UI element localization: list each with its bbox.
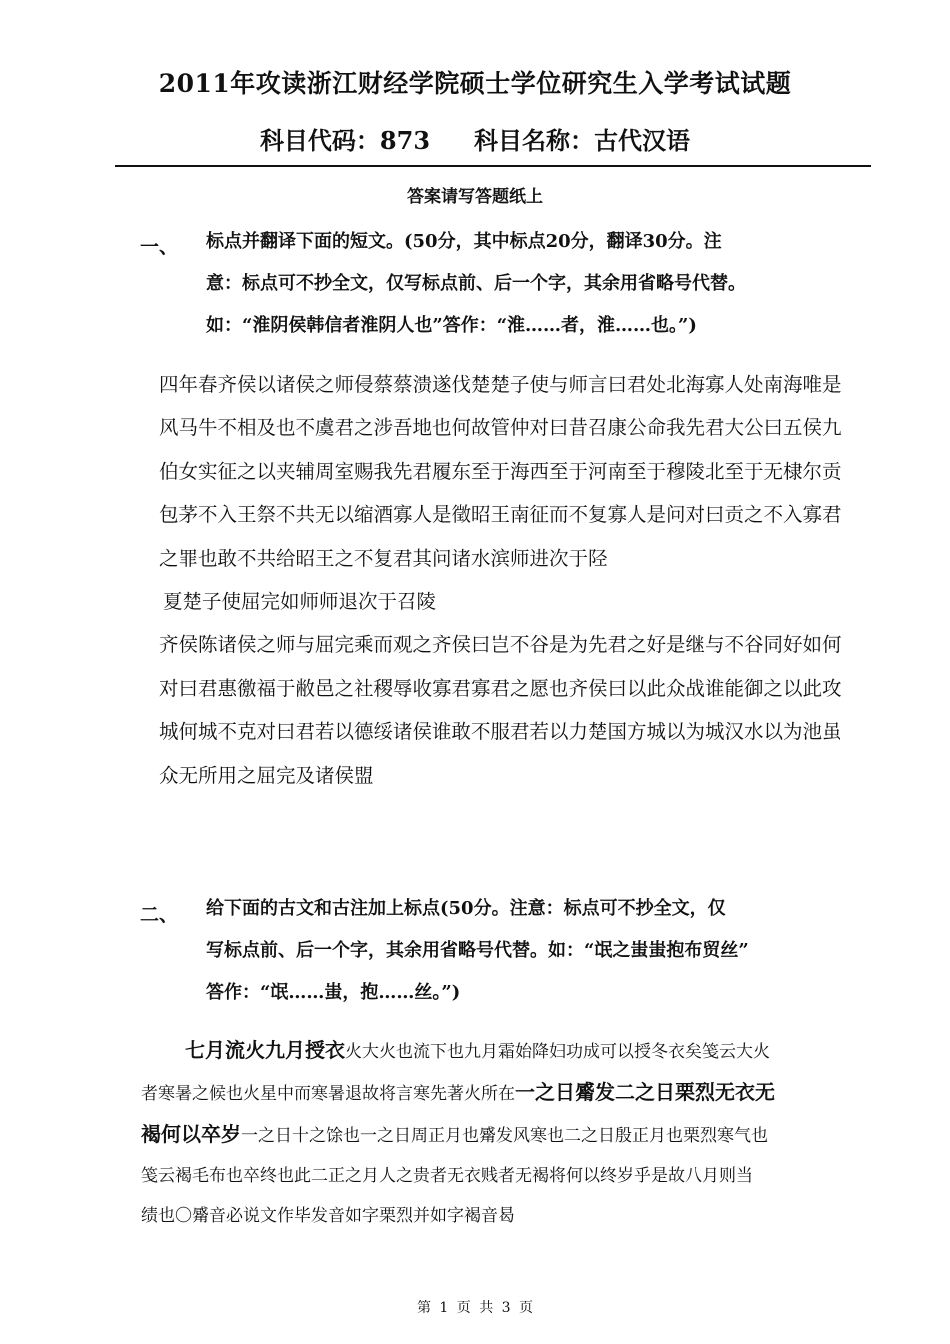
commentary-text: 一之日十之馀也一之日周正月也觱发风寒也二之日殷正月也栗烈寒气也 <box>241 1126 768 1146</box>
q1-instructions <box>206 221 854 347</box>
exam-title: 2011年攻读浙江财经学院硕士学位研究生入学考试试题 <box>158 69 792 98</box>
q1-number: 一、 <box>140 236 179 258</box>
q2-line <box>141 1196 853 1236</box>
q2-number: 二、 <box>140 904 179 926</box>
poem-text: 一之日觱发二之日栗烈无衣无 <box>515 1080 775 1104</box>
q1-instruction-line: 标点并翻译下面的短文。(50分，其中标点20分，翻译30分。注 <box>206 231 722 252</box>
q2-line <box>141 1114 853 1156</box>
q1-instruction-line: 意：标点可不抄全文，仅写标点前、后一个字，其余用省略号代替。 <box>206 273 746 294</box>
q1-instruction-line: 如：“淮阴侯韩信者淮阴人也”答作：“淮……者，淮……也。”) <box>206 315 697 336</box>
q2-line <box>141 1072 853 1114</box>
q2-line <box>141 1030 853 1072</box>
q1-paragraph: 四年春齐侯以诸侯之师侵蔡蔡溃遂伐楚楚子使与师言曰君处北海寡人处南海唯是风马牛不相及也不虞君之涉吾地也何故管仲对曰昔召康公命我先君大公曰五侯九伯女实征之以夹辅周室赐我先君履东至于海西至于河南至于穆陵北至于无棣尔贡包茅不入王祭不共无以缩酒寡人是徵昭王南征而不复寡人是问对曰贡之不入寡君之罪也敢不共给昭王之不复君其问诸水滨师进次于陉 <box>159 373 842 570</box>
commentary-text: 笺云褐毛布也卒终也此二正之月人之贵者无衣贱者无褐将何以终岁乎是故八月则当 <box>141 1166 753 1186</box>
subject-code: 科目代码：873 <box>259 126 431 155</box>
exam-subtitle <box>0 121 950 156</box>
header-rule <box>115 165 871 167</box>
commentary-text: 火大火也流下也九月霜始降妇功成可以授冬衣矣笺云大火 <box>345 1042 770 1062</box>
commentary-text: 者寒暑之候也火星中而寒暑退故将言寒先著火所在 <box>141 1084 515 1104</box>
q2-line <box>141 1156 853 1196</box>
q2-instructions <box>206 888 854 1014</box>
q2-instruction-line: 写标点前、后一个字，其余用省略号代替。如：“氓之蚩蚩抱布贸丝” <box>206 940 749 961</box>
q1-paragraph: 夏楚子使屈完如师师退次于召陵 <box>163 590 437 614</box>
q2-instruction-line: 答作：“氓……蚩，抱……丝。”) <box>206 982 461 1003</box>
page-number: 第 1 页 共 3 页 <box>416 1300 534 1316</box>
poem-text: 七月流火九月授衣 <box>185 1038 345 1062</box>
q2-instruction-line: 给下面的古文和古注加上标点(50分。注意：标点可不抄全文，仅 <box>206 898 726 919</box>
q1-paragraph: 齐侯陈诸侯之师与屈完乘而观之齐侯曰岂不谷是为先君之好是继与不谷同好如何对曰君惠徼福于敝邑之社稷辱收寡君寡君之愿也齐侯曰以此众战谁能御之以此攻城何城不克对曰君若以德绥诸侯谁敢不服君若以力楚国方城以为城汉水以为池虽众无所用之屈完及诸侯盟 <box>159 633 842 787</box>
poem-text: 褐何以卒岁 <box>141 1122 241 1146</box>
commentary-text: 绩也〇觱音必说文作毕发音如字栗烈并如字褐音曷 <box>141 1206 515 1226</box>
q2-passage <box>141 1030 853 1236</box>
subject-name: 科目名称：古代汉语 <box>474 126 691 155</box>
answer-notice: 答案请写答题纸上 <box>407 187 543 207</box>
q1-passage <box>141 363 853 797</box>
